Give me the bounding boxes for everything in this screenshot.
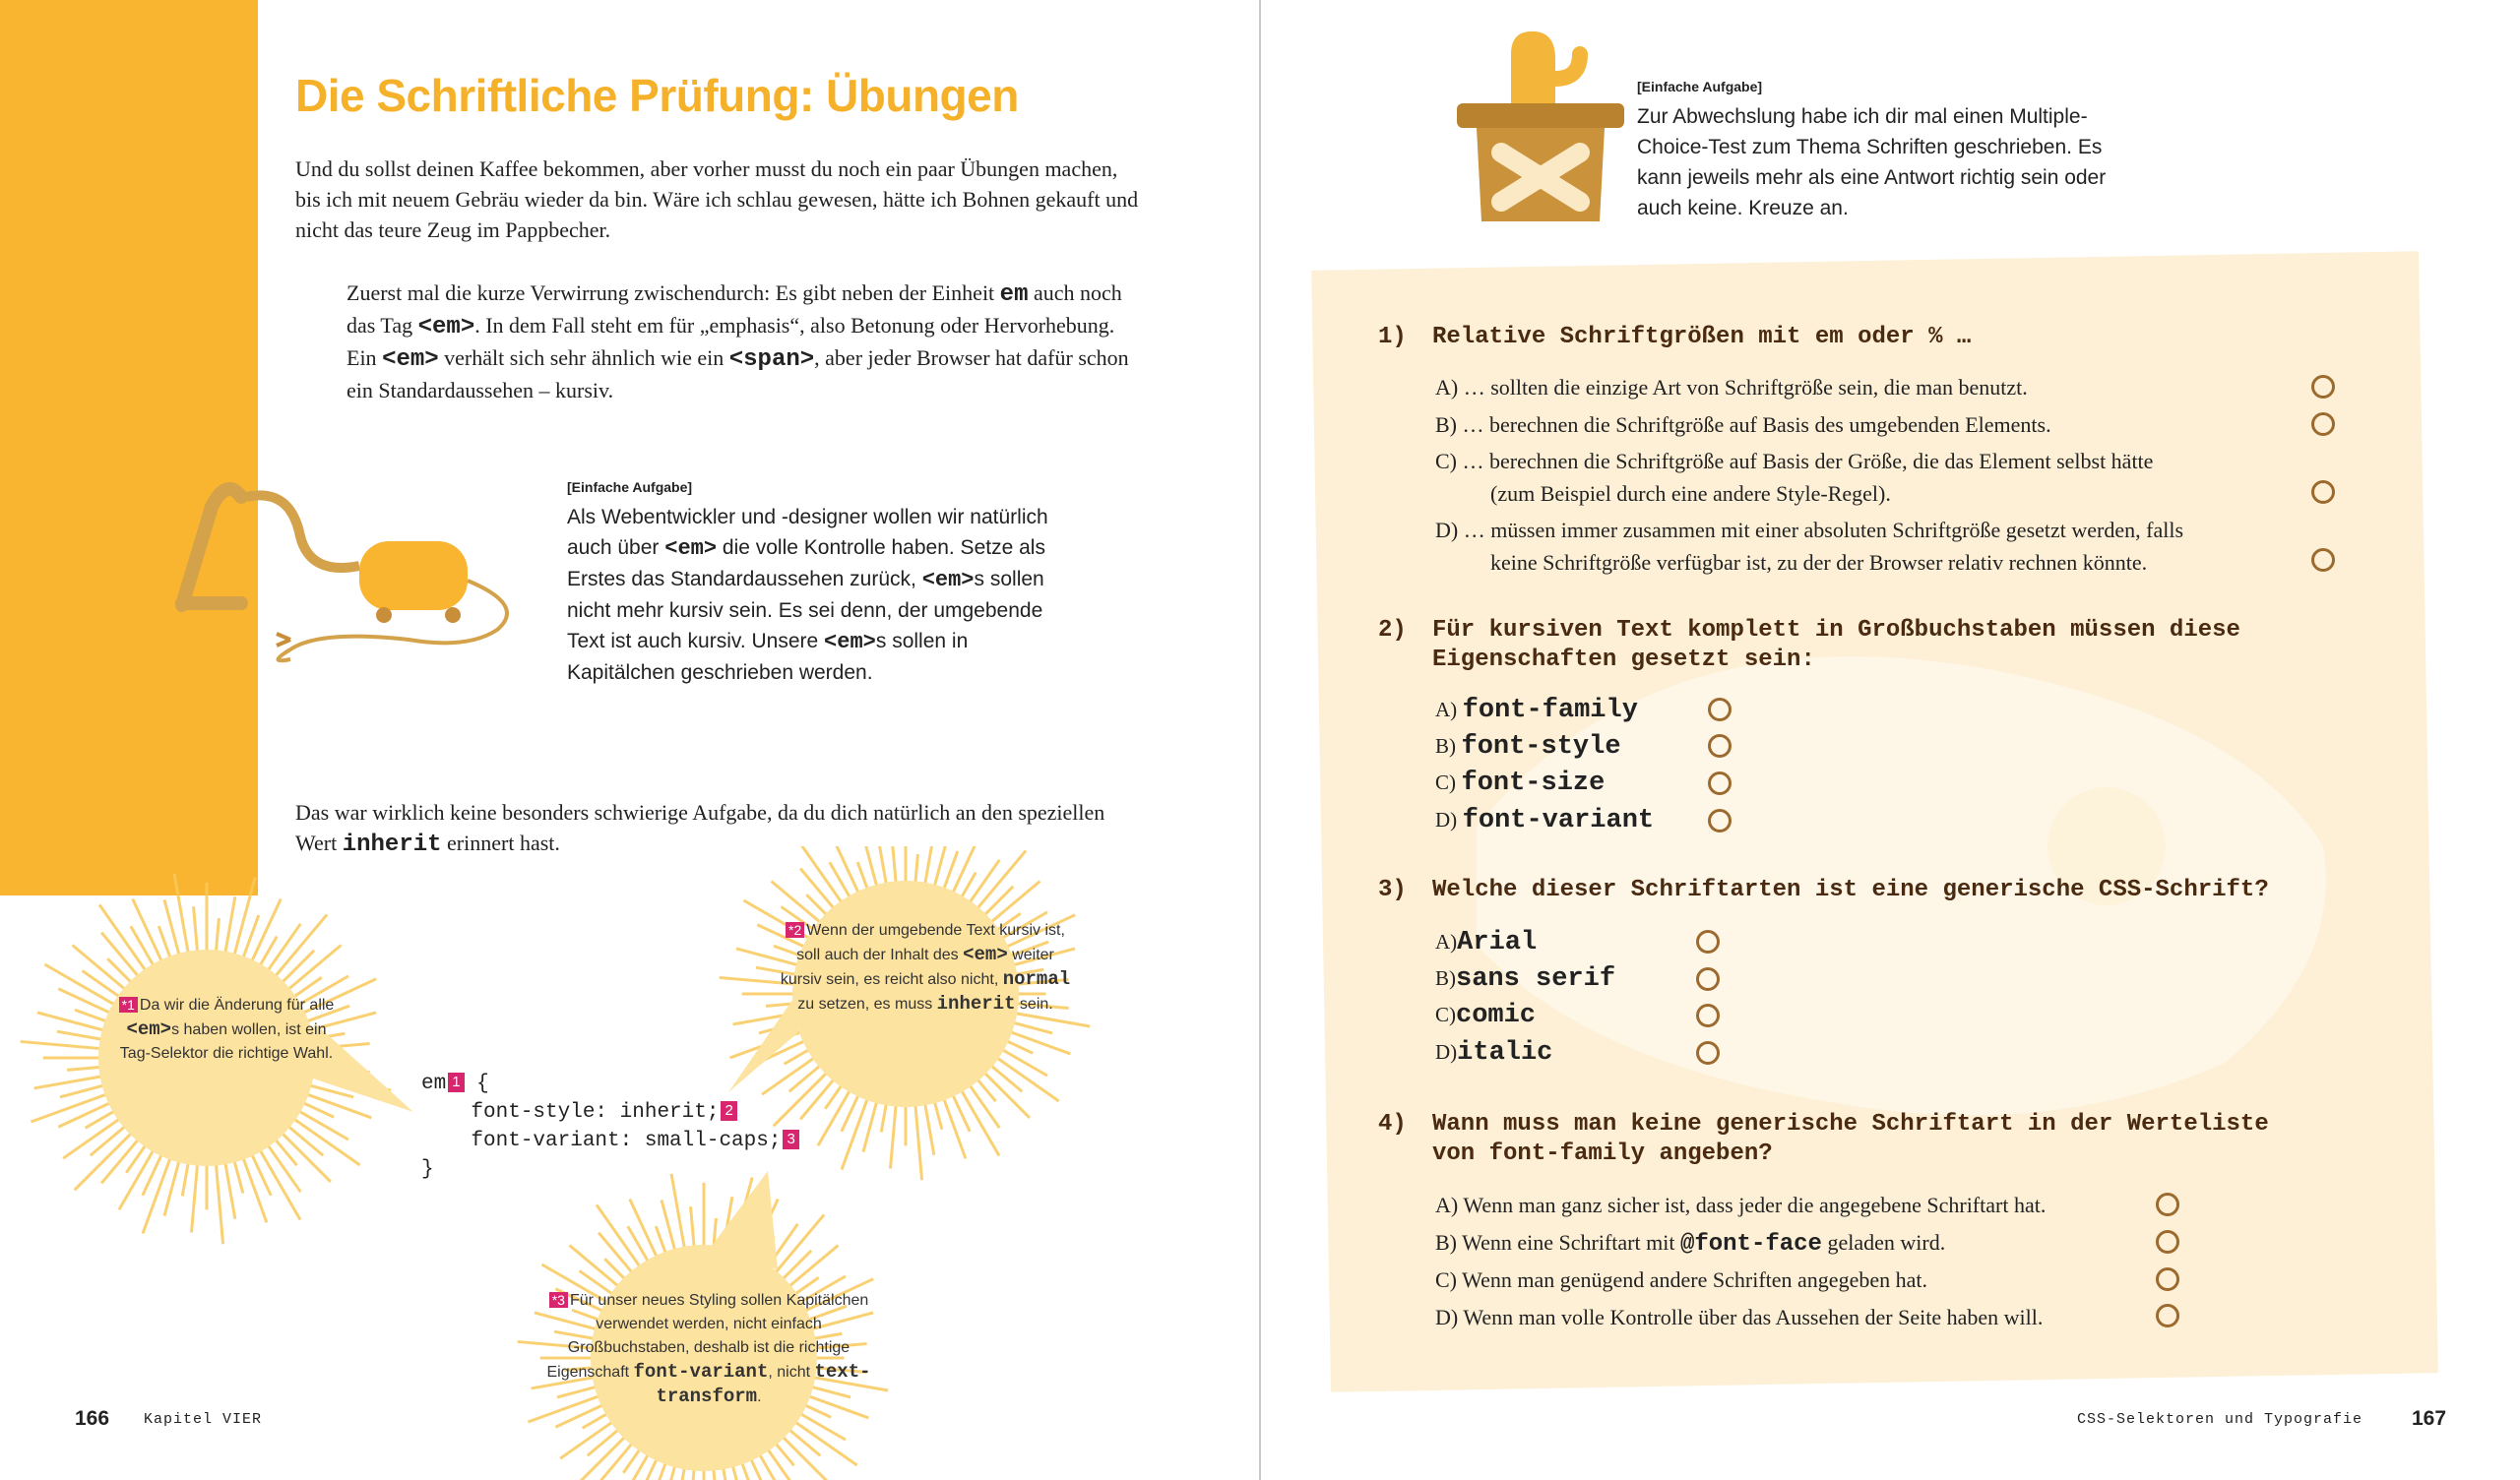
code-line: [421, 1158, 799, 1181]
answer-2a: [1435, 693, 1638, 727]
question-number: 2): [1378, 617, 1407, 644]
question-text: Für kursiven Text komplett in Großbuchstaben müssen diese Eigenschaften gesetzt sein:: [1432, 617, 2240, 673]
answer-letter: C): [1435, 771, 1456, 794]
task-label: [Einfache Aufgabe]: [567, 479, 693, 495]
answer-3d: [1435, 1035, 1552, 1070]
checkbox-2c[interactable]: [1708, 771, 1732, 795]
footnote-text: Wenn der umgebende Text kursiv ist, soll auch der Inhalt des: [796, 922, 1065, 963]
note-paragraph: [346, 278, 1144, 405]
checkbox-4d[interactable]: [2156, 1304, 2179, 1327]
checkbox-2d[interactable]: [1708, 809, 1732, 832]
checkbox-3d[interactable]: [1696, 1041, 1720, 1065]
answer-value: font-variant: [1462, 806, 1655, 835]
checkbox-4a[interactable]: [2156, 1193, 2179, 1216]
answer-3b: [1435, 961, 1615, 996]
footnote-badge: *3: [549, 1292, 568, 1308]
followup-text: Das war wirklich keine besonders schwierige Aufgabe, da du dich natürlich an den speziellen Wert: [295, 800, 1105, 855]
code-font-variant: font-variant: [633, 1361, 769, 1383]
answer-2c: [1435, 766, 1605, 800]
code-brace: }: [421, 1158, 434, 1181]
answer-1d-cont: keine Schriftgröße verfügbar ist, zu der der Browser relativ rechnen könnte.: [1490, 550, 2148, 575]
checkbox-1a[interactable]: [2311, 375, 2335, 399]
question-text: Wann muss man keine generische Schriftart in der Werteliste von font-family angeben?: [1432, 1111, 2269, 1167]
note-text: auch noch das Tag: [346, 280, 1122, 338]
checkbox-2a[interactable]: [1708, 698, 1732, 721]
answer-4d: D) Wenn man volle Kontrolle über das Aussehen der Seite haben will.: [1435, 1305, 2044, 1329]
answer-letter: A): [1435, 698, 1458, 721]
css-code-block: [421, 1073, 799, 1181]
answer-value: italic: [1457, 1038, 1553, 1068]
code-badge: 3: [783, 1130, 798, 1149]
checkbox-3a[interactable]: [1696, 930, 1720, 954]
page-number-left: 166: [75, 1407, 110, 1430]
task-paragraph: Zur Abwechslung habe ich dir mal einen Multiple-Choice-Test zum Thema Schriften geschrieben. Es kann jeweils mehr als eine Antwort richtig sein oder auch keine. Kreuze an.: [1637, 105, 2107, 219]
answer-2d: [1435, 803, 1654, 837]
checkbox-1d[interactable]: [2311, 548, 2335, 572]
footnote-text: Für unser neues Styling sollen Kapitälchen verwendet werden, nicht einfach Großbuchstaben, deshalb ist die richtige Eigenschaft: [546, 1292, 869, 1381]
code-em-tag: <em>: [664, 536, 718, 561]
footnote-text: .: [757, 1388, 762, 1405]
book-spine: [1259, 0, 1261, 1480]
intro-paragraph: Und du sollst deinen Kaffee bekommen, aber vorher musst du noch ein paar Übungen machen, bis ich mit neuem Gebräu wieder da bin. Wäre ich schlau gewesen, hätte ich Bohnen gekauft und nicht das teure Zeug im Pappbecher.: [295, 156, 1139, 242]
code-em-tag: <em>: [963, 944, 1008, 965]
answer-value: Arial: [1457, 928, 1538, 957]
answer-letter: C): [1435, 1003, 1456, 1026]
answer-text: geladen wird.: [1821, 1230, 1946, 1255]
question-text: Relative Schriftgrößen mit em oder % …: [1432, 324, 1972, 350]
code-font-face: @font-face: [1679, 1231, 1822, 1258]
answer-3c: [1435, 998, 1536, 1032]
checkbox-4c[interactable]: [2156, 1267, 2179, 1291]
cactus-pot-illustration: [1457, 20, 1624, 231]
orange-margin-band: [0, 0, 258, 895]
answer-1b: B) … berechnen die Schriftgröße auf Basis des umgebenden Elements.: [1435, 412, 2051, 437]
checkbox-3c[interactable]: [1696, 1004, 1720, 1027]
answer-value: font-family: [1462, 696, 1638, 725]
footnote-text: s haben wollen, ist ein Tag-Selektor die richtige Wahl.: [119, 1021, 334, 1062]
question-number: 3): [1378, 877, 1407, 903]
page-number-right: 167: [2412, 1407, 2447, 1430]
task-text: die volle Kontrolle haben. Setze als Erstes das Standardaussehen zurück,: [567, 536, 1045, 590]
answer-value: font-style: [1461, 732, 1621, 762]
code-selector: em: [421, 1073, 447, 1095]
answer-1d: D) … müssen immer zusammen mit einer absoluten Schriftgröße gesetzt werden, falls: [1435, 518, 2184, 542]
question-2-heading: [1378, 616, 2382, 677]
code-declaration: font-variant: small-caps;: [421, 1130, 782, 1152]
answer-letter: B): [1435, 966, 1456, 990]
answer-2b: [1435, 729, 1621, 764]
question-1-heading: [1378, 323, 2382, 352]
answer-1a: A) … sollten die einzige Art von Schriftgröße sein, die man benutzt.: [1435, 375, 2028, 400]
question-number: 4): [1378, 1111, 1407, 1138]
code-badge: 1: [448, 1073, 464, 1092]
footnote-badge: *1: [119, 997, 138, 1013]
question-text: Welche dieser Schriftarten ist eine generische CSS-Schrift?: [1432, 877, 2269, 903]
vacuum-cleaner-illustration: [172, 467, 546, 674]
question-number: 1): [1378, 324, 1407, 350]
code-em-tag: <em>: [126, 1018, 172, 1040]
code-normal: normal: [1002, 968, 1071, 990]
code-em-tag: <em>: [382, 346, 439, 373]
code-inherit: inherit: [936, 993, 1016, 1015]
answer-1c: C) … berechnen die Schriftgröße auf Basis der Größe, die das Element selbst hätte: [1435, 449, 2154, 473]
question-3-heading: [1378, 876, 2382, 905]
code-line: [421, 1101, 799, 1124]
code-text-transform: text-transform: [656, 1361, 871, 1407]
code-line: [421, 1073, 799, 1095]
answer-4c: C) Wenn man genügend andere Schriften angegeben hat.: [1435, 1267, 1927, 1292]
checkbox-2b[interactable]: [1708, 734, 1732, 758]
note-text: verhält sich sehr ähnlich wie ein: [438, 345, 729, 370]
checkbox-3b[interactable]: [1696, 967, 1720, 991]
answer-letter: D): [1435, 808, 1458, 832]
footnote-badge: *2: [786, 922, 804, 938]
answer-1c-cont: (zum Beispiel durch eine andere Style-Regel).: [1490, 481, 1891, 506]
code-span-tag: <span>: [728, 346, 815, 373]
task-text: Als Webentwickler und -designer wollen wir natürlich auch über: [567, 506, 1048, 559]
answer-value: comic: [1456, 1001, 1537, 1030]
code-inherit: inherit: [342, 832, 442, 858]
code-em: em: [999, 281, 1029, 308]
note-text: . In dem Fall steht em für „emphasis“, also Betonung oder Hervorhebung. Ein: [346, 313, 1115, 370]
answer-letter: B): [1435, 734, 1456, 758]
answer-4a: A) Wenn man ganz sicher ist, dass jeder die angegebene Schriftart hat.: [1435, 1193, 2047, 1217]
answer-value: sans serif: [1456, 964, 1616, 994]
footnote-text: sein.: [1015, 996, 1053, 1013]
footnote-text: weiter kursiv sein, es reicht also nicht,: [780, 947, 1054, 988]
code-em-tag: <em>: [824, 630, 876, 654]
code-em-tag: <em>: [921, 568, 975, 592]
running-head-left: Kapitel VIER: [144, 1411, 263, 1428]
task-text: s sollen in Kapitälchen geschrieben werden.: [567, 630, 969, 684]
footnote-text: , nicht: [768, 1364, 815, 1381]
code-brace: {: [464, 1073, 489, 1095]
checkbox-4b[interactable]: [2156, 1230, 2179, 1254]
answer-3a: [1435, 925, 1537, 959]
footnote-text: Da wir die Änderung für alle: [139, 997, 335, 1014]
checkbox-1b[interactable]: [2311, 412, 2335, 436]
footnote-3: [546, 1289, 871, 1409]
note-text: Zuerst mal die kurze Verwirrung zwischendurch: Es gibt neben der Einheit: [346, 280, 1000, 305]
footnote-2: [778, 919, 1073, 1017]
note-text: , aber jeder Browser hat dafür schon ein Standardaussehen – kursiv.: [346, 345, 1129, 402]
running-head-right: CSS-Selektoren und Typografie: [2077, 1411, 2363, 1428]
footnote-text: zu setzen, es muss: [797, 996, 937, 1013]
code-em-tag: <em>: [417, 314, 475, 340]
code-badge: 2: [721, 1101, 736, 1121]
followup-text: erinnert hast.: [441, 831, 560, 855]
answer-4b: [1435, 1226, 1945, 1261]
question-4-heading: [1378, 1110, 2382, 1171]
answer-value: font-size: [1461, 769, 1606, 798]
answer-text: B) Wenn eine Schriftart mit: [1435, 1230, 1680, 1255]
task-paragraph: [567, 502, 1069, 688]
page-heading: Die Schriftliche Prüfung: Übungen: [295, 70, 1019, 121]
answer-letter: A): [1435, 930, 1458, 954]
checkbox-1c[interactable]: [2311, 480, 2335, 504]
task-text: s sollen nicht mehr kursiv sein. Es sei denn, der umgebende Text ist auch kursiv. Unsere: [567, 568, 1044, 652]
code-declaration: font-style: inherit;: [421, 1101, 720, 1124]
footnote-1: [113, 994, 340, 1066]
answer-letter: D): [1435, 1040, 1458, 1064]
task-label: [Einfache Aufgabe]: [1637, 79, 1763, 94]
code-line: [421, 1130, 799, 1152]
